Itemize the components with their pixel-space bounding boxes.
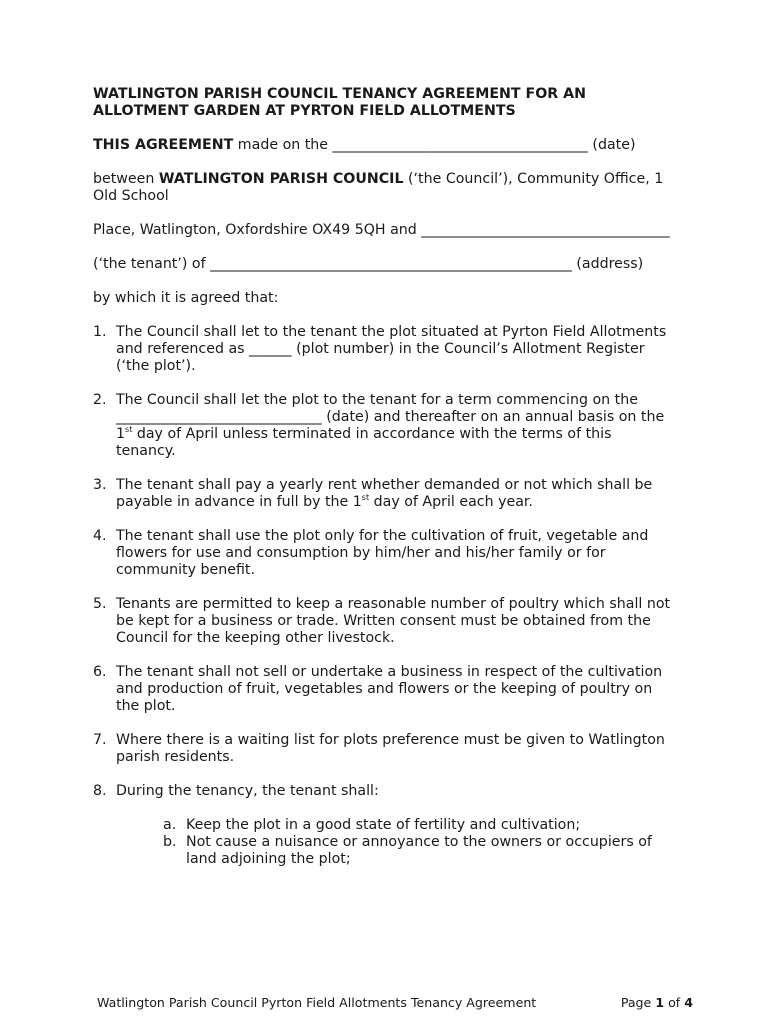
subclause-b xyxy=(163,834,673,868)
footer-title: Watlington Parish Council Pyrton Field Allotments Tenancy Agreement xyxy=(97,995,537,1010)
clause-text: During the tenancy, the tenant shall: xyxy=(116,783,379,799)
clause-number: 5. xyxy=(93,596,107,612)
clause-number: 1. xyxy=(93,324,107,340)
clause-2 xyxy=(93,392,673,460)
document-title: WATLINGTON PARISH COUNCIL TENANCY AGREEMENT FOR AN ALLOTMENT GARDEN AT PYRTON FIELD ALLOTMENTS xyxy=(93,86,586,119)
clause-1 xyxy=(93,324,673,375)
subclause-letter: b. xyxy=(163,834,177,850)
subclause-text: Not cause a nuisance or annoyance to the owners or occupiers of land adjoining the plot; xyxy=(186,834,652,867)
page-footer xyxy=(97,995,693,1010)
place-line: Place, Watlington, Oxfordshire OX49 5QH and ___________________________________ xyxy=(93,222,670,238)
agreement-label: THIS AGREEMENT xyxy=(93,137,234,153)
clause-number: 2. xyxy=(93,392,107,408)
clause-list xyxy=(93,324,673,800)
subclause-list xyxy=(93,817,673,868)
between-prefix: between xyxy=(93,171,159,187)
agreed-line: by which it is agreed that: xyxy=(93,290,279,306)
clause-text: Tenants are permitted to keep a reasonable number of poultry which shall not be kept for a business or trade. Written consent must be obtained from the Council for the keeping other livestock. xyxy=(116,596,671,646)
total-pages: 4 xyxy=(684,995,693,1010)
ordinal-suffix: st xyxy=(125,425,133,434)
tenant-address-line: (‘the tenant’) of ___________________________________________________ (address) xyxy=(93,256,644,272)
subclause-text: Keep the plot in a good state of fertility and cultivation; xyxy=(186,817,581,833)
council-name: WATLINGTON PARISH COUNCIL xyxy=(158,171,404,187)
document-page xyxy=(93,86,673,868)
clause-number: 7. xyxy=(93,732,107,748)
ordinal-suffix: st xyxy=(361,493,370,502)
clause-text: The Council shall let to the tenant the plot situated at Pyrton Field Allotments and referenced as ______ (plot number) in the Council’s Allotment Register (‘the plot’). xyxy=(116,324,667,374)
subclause-a xyxy=(163,817,673,834)
clause-text: The tenant shall use the plot only for the cultivation of fruit, vegetable and flowers for use and consumption by him/her and his/her family or for community benefit. xyxy=(116,528,649,578)
current-page: 1 xyxy=(655,995,665,1010)
agreement-date-line xyxy=(93,137,673,154)
clause-number: 8. xyxy=(93,783,107,799)
clause-number: 3. xyxy=(93,477,107,493)
clause-text: The Council shall let the plot to the tenant for a term commencing on the _____________________________ (date) and thereafter on an annual basis on the 1st day of April unless terminated in accordance with the terms of this tenancy. xyxy=(116,392,665,459)
clause-5 xyxy=(93,596,673,647)
subclause-letter: a. xyxy=(163,817,177,833)
clause-text: The tenant shall not sell or undertake a business in respect of the cultivation and production of fruit, vegetables and flowers or the keeping of poultry on the plot. xyxy=(116,664,663,714)
clause-6 xyxy=(93,664,673,715)
clause-7 xyxy=(93,732,673,766)
clause-text: The tenant shall pay a yearly rent whether demanded or not which shall be payable in advance in full by the 1st day of April each year. xyxy=(116,477,653,510)
page-number: Page 1 of 4 xyxy=(620,995,693,1010)
clause-text: Where there is a waiting list for plots preference must be given to Watlington parish residents. xyxy=(116,732,665,765)
clause-8 xyxy=(93,783,673,800)
clause-number: 4. xyxy=(93,528,107,544)
parties-line xyxy=(93,171,673,205)
council-address: (‘the Council’), Community Office, 1 Old School xyxy=(93,171,664,204)
clause-3 xyxy=(93,477,673,511)
agreement-date-text: made on the ____________________________________ (date) xyxy=(233,137,636,153)
clause-4 xyxy=(93,528,673,579)
clause-number: 6. xyxy=(93,664,107,680)
